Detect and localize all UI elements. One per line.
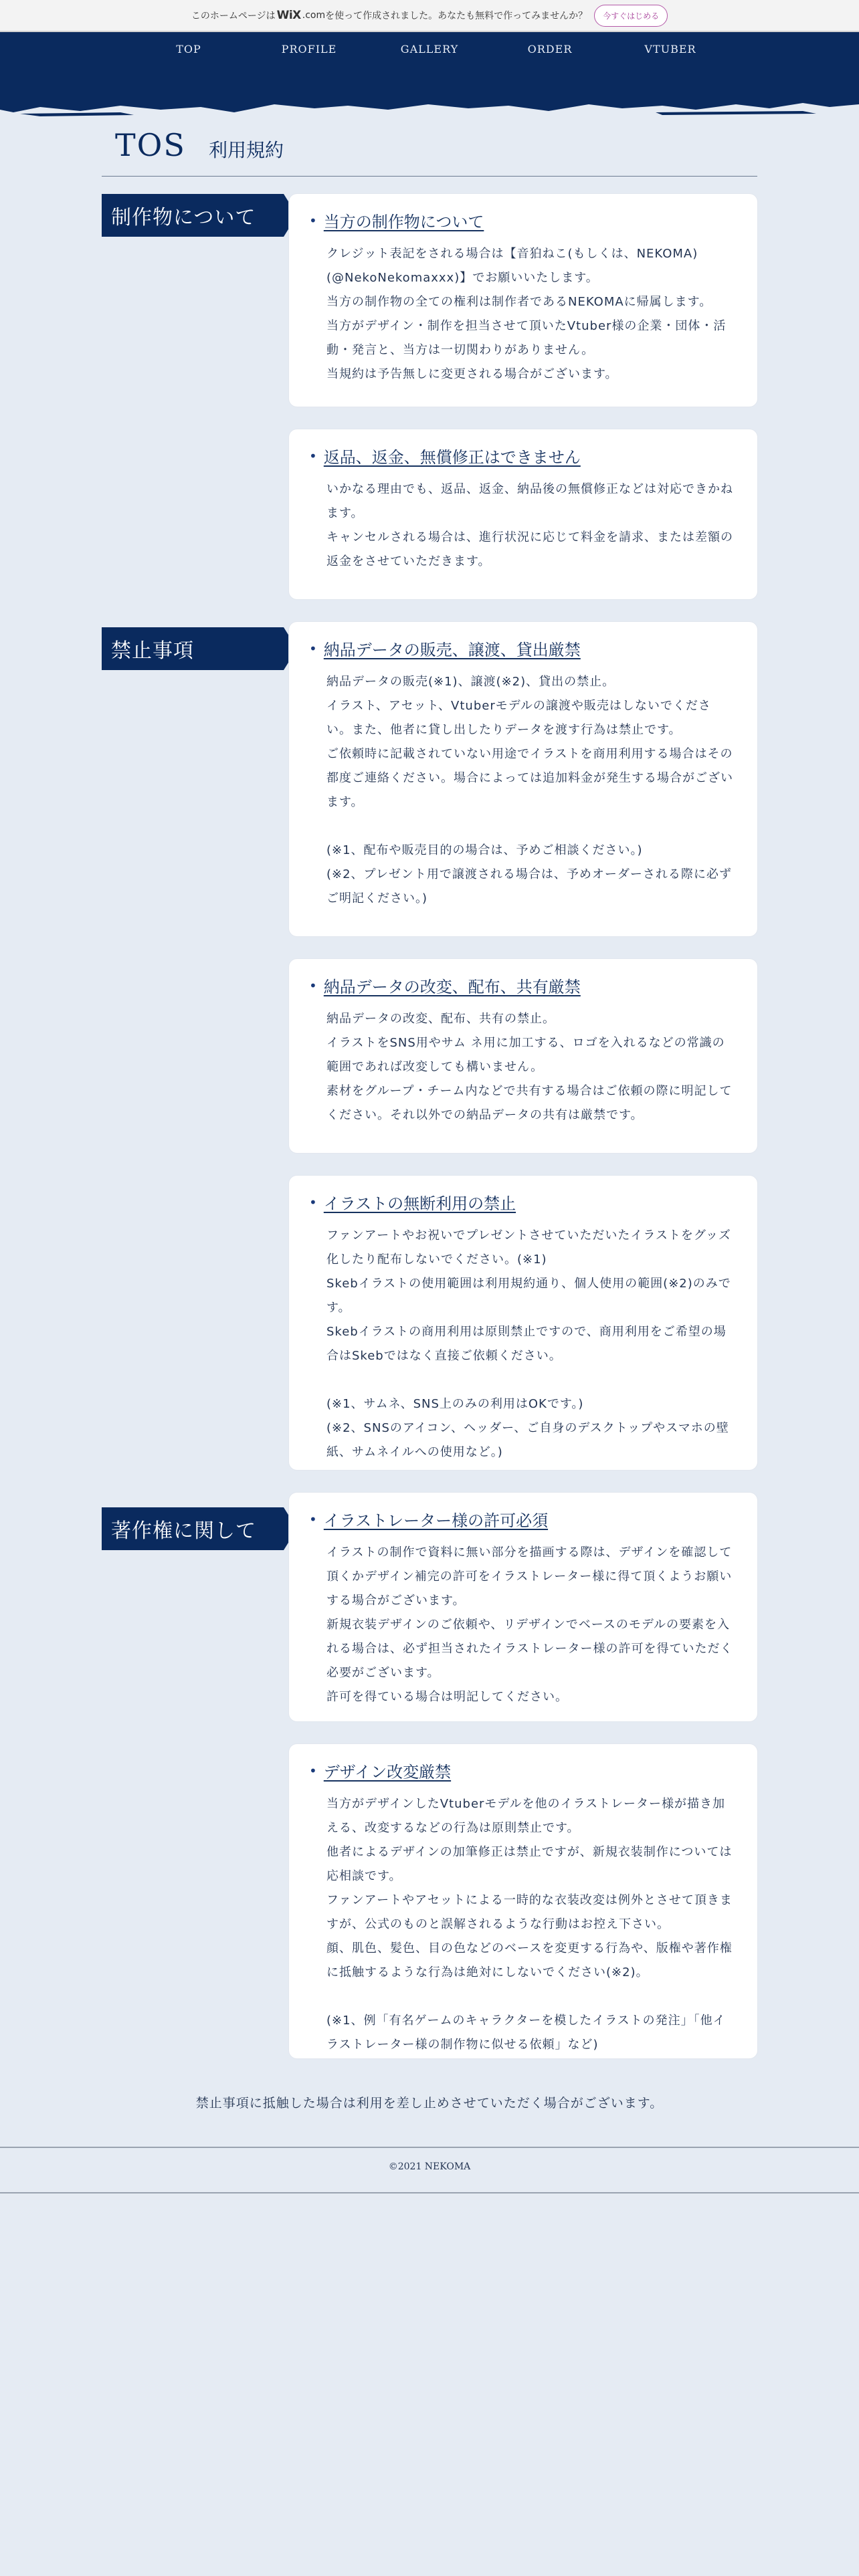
card-line: いかなる理由でも、返品、返金、納品後の無償修正などは対応できかねます。 <box>326 482 733 520</box>
section-tab-copyright <box>102 1507 297 1550</box>
tos-card <box>289 1176 757 1470</box>
bullet-dot: • <box>309 640 317 657</box>
card-title: 納品データの改変、配布、共有厳禁 <box>323 978 581 996</box>
bullet-dot: • <box>309 1194 317 1210</box>
tos-card <box>289 959 757 1153</box>
card-line: イラストをSNS用やサム ネ用に加工する、ロゴを入れるなどの常識の範囲であれば改変しても構いません。 <box>326 1036 725 1074</box>
tos-card <box>289 1744 757 2058</box>
card-body <box>326 477 735 574</box>
card-line: Skebイラストの使用範囲は利用規約通り、個人使用の範囲(※2)のみです。 <box>326 1277 731 1315</box>
card-body <box>326 670 735 911</box>
spacer <box>326 1985 735 2009</box>
wix-logo-suffix: .com <box>302 10 326 21</box>
nav-profile[interactable]: PROFILE <box>281 43 337 56</box>
card-line: (※1、配布や販売目的の場合は、予めご相談ください。) <box>326 843 643 857</box>
card-line: 当規約は予告無しに変更される場合がございます。 <box>326 367 618 381</box>
bullet-dot: • <box>309 447 317 464</box>
section-tab-label: 著作権に関して <box>111 1519 256 1543</box>
card-line: 当方がデザインしたVtuberモデルを他のイラストレーター様が描き加える、改変するなどの行為は原則禁止です。 <box>326 1797 725 1835</box>
section-tab-works <box>102 194 297 237</box>
wix-logo[interactable]: WiX <box>276 9 301 22</box>
bullet-dot: • <box>309 212 317 229</box>
card-line: (※2、SNSのアイコン、ヘッダー、ご自身のデスクトップやスマホの壁紙、サムネイルへの使用など。) <box>326 1421 729 1459</box>
nav-gallery[interactable]: GALLERY <box>400 43 459 56</box>
card-line: 素材をグループ・チーム内などで共有する場合はご依頼の際に明記してください。それ以外での納品データの共有は厳禁です。 <box>326 1084 733 1122</box>
card-line: Skebイラストの商用利用は原則禁止ですので、商用利用をご希望の場合はSkebではなく直接ご依頼ください。 <box>326 1325 727 1363</box>
notice-text: 禁止事項に抵触した場合は利用を差し止めさせていただく場合がございます。 <box>195 2096 664 2111</box>
tos-card <box>289 1493 757 1721</box>
card-line: 新規衣装デザインのご依頼や、リデザインでベースのモデルの要素を入れる場合は、必ず担当されたイラストレーター様の許可を得ていただく必要がございます。 <box>326 1618 733 1680</box>
wix-banner-suffix: を使って作成されました。あなたも無料で作ってみませんか？ <box>325 11 588 21</box>
card-line: 当方の制作物の全ての権利は制作者であるNEKOMAに帰属します。 <box>326 295 712 309</box>
nav-top[interactable]: TOP <box>176 43 201 56</box>
card-body <box>326 1224 735 1465</box>
card-body <box>326 242 735 387</box>
card-line: ご依頼時に記載されていない用途でイラストを商用利用する場合はその都度ご連絡ください。場合によっては追加料金が発生する場合がございます。 <box>326 747 733 809</box>
card-title: 返品、返金、無償修正はできません <box>323 448 581 467</box>
tos-card <box>289 194 757 407</box>
card-title: デザイン改変厳禁 <box>323 1763 452 1782</box>
footer-divider-bottom <box>0 2192 859 2193</box>
spacer <box>326 815 735 839</box>
card-line: ファンアートやアセットによる一時的な衣装改変は例外とさせて頂きますが、公式のものと誤解されるような行動はお控え下さい。 <box>326 1893 733 1931</box>
nav-vtuber[interactable]: VTUBER <box>644 43 696 56</box>
card-title: 当方の制作物について <box>323 213 484 231</box>
card-line: 納品データの販売(※1)、譲渡(※2)、貸出の禁止。 <box>326 675 615 689</box>
card-line: (※1、例「有名ゲームのキャラクターを模したイラストの発注」「他イラストレーター様の制作物に似せる依頼」など) <box>326 2014 726 2052</box>
section-tab-prohibited <box>102 627 297 670</box>
page-title-en: TOS <box>115 127 186 163</box>
header-brush-edge <box>0 100 859 120</box>
card-line: (※1、サムネ、SNS上のみの利用はOKです。) <box>326 1397 584 1411</box>
card-line: ファンアートやお祝いでプレゼントさせていただいたイラストをグッズ化したり配布しないでください。(※1) <box>326 1228 731 1267</box>
page-title <box>102 124 757 177</box>
card-line: 当方がデザイン・制作を担当させて頂いたVtuber様の企業・団体・活動・発言と、当方は一切関わりがありません。 <box>326 319 727 357</box>
footer-divider-top <box>0 2147 859 2148</box>
main-nav <box>0 43 859 56</box>
card-line: 許可を得ている場合は明記してください。 <box>326 1690 568 1704</box>
card-title: イラストの無断利用の禁止 <box>323 1194 516 1213</box>
section-tab-label: 制作物について <box>111 206 256 229</box>
card-title: 納品データの販売、譲渡、貸出厳禁 <box>323 641 581 659</box>
bullet-dot: • <box>309 1511 317 1527</box>
page-title-ja: 利用規約 <box>209 139 284 161</box>
card-title: イラストレーター様の許可必須 <box>323 1511 549 1530</box>
start-now-button[interactable]: 今すぐはじめる <box>594 5 668 27</box>
wix-banner-prefix: このホームページは <box>191 11 276 21</box>
card-line: イラスト、アセット、Vtuberモデルの譲渡や販売はしないでください。また、他者に貸し出したりデータを渡す行為は禁止です。 <box>326 699 711 737</box>
section-tab-label: 禁止事項 <box>111 639 194 663</box>
tos-card <box>289 429 757 599</box>
nav-order[interactable]: ORDER <box>527 43 573 56</box>
card-body <box>326 1541 735 1709</box>
card-line: 顔、肌色、髪色、目の色などのベースを変更する行為や、版権や著作権に抵触するような行為は絶対にしないでください(※2)。 <box>326 1941 733 1979</box>
card-line: 他者によるデザインの加筆修正は禁止ですが、新規衣装制作については応相談です。 <box>326 1845 733 1883</box>
card-body <box>326 1007 735 1128</box>
site-header <box>0 32 859 100</box>
bullet-dot: • <box>309 977 317 994</box>
footer-copyright: ©2021 NEKOMA <box>388 2161 471 2172</box>
card-line: 納品データの改変、配布、共有の禁止。 <box>326 1012 555 1026</box>
card-body <box>326 1792 735 2057</box>
tos-card <box>289 622 757 936</box>
card-line: (※2、プレゼント用で譲渡される場合は、予めオーダーされる際に必ずご明記ください。) <box>326 867 732 905</box>
card-line: キャンセルされる場合は、進行状況に応じて料金を請求、または差額の返金をさせていただきます。 <box>326 530 733 568</box>
card-line: イラストの制作で資料に無い部分を描画する際は、デザインを確認して頂くかデザイン補完の許可をイラストレーター様に得て頂くようお願いする場合がございます。 <box>326 1545 733 1608</box>
card-line: クレジット表記をされる場合は【音狛ねこ(もしくは、NEKOMA)(@NekoNekomaxxx)】でお願いいたします。 <box>326 247 698 285</box>
wix-banner <box>0 0 859 32</box>
spacer <box>326 1368 735 1392</box>
bullet-dot: • <box>309 1762 317 1779</box>
